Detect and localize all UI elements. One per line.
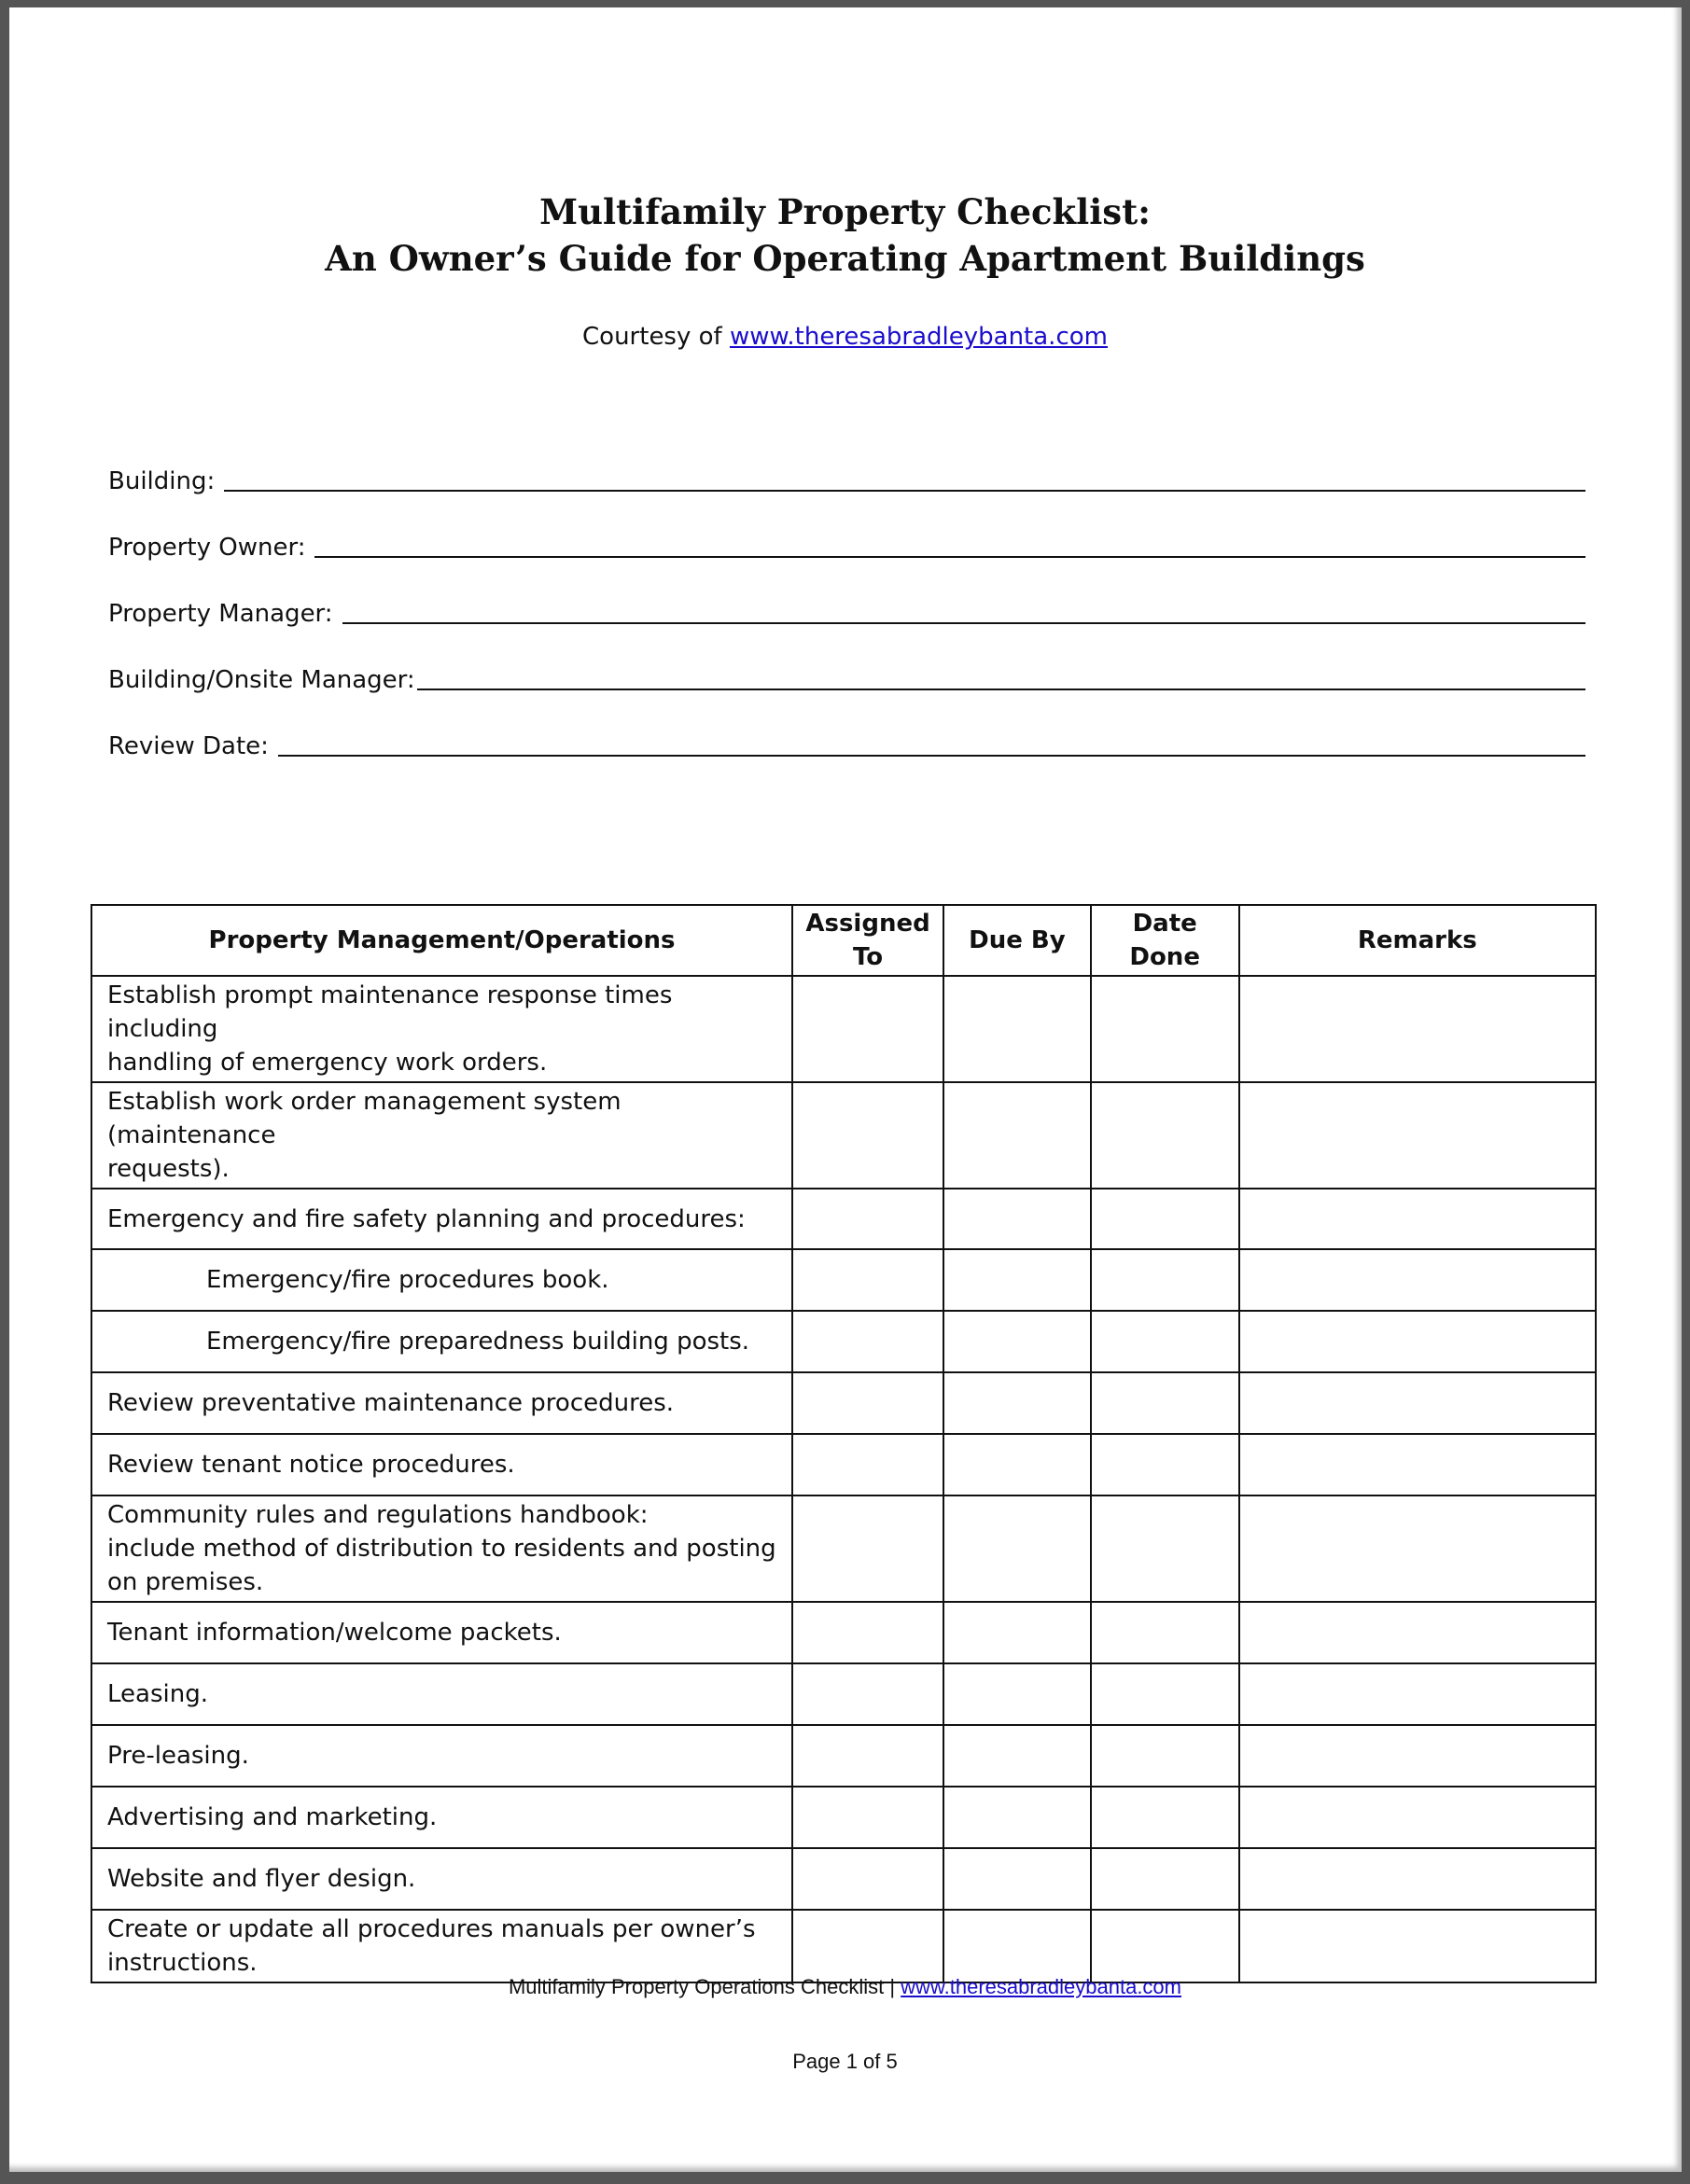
task-cell <box>91 1910 792 1982</box>
assigned-to-cell[interactable] <box>792 1787 943 1848</box>
task-cell <box>91 1602 792 1663</box>
table-row <box>91 1495 1596 1602</box>
due-by-cell[interactable] <box>943 1787 1091 1848</box>
task-cell <box>91 1189 792 1249</box>
remarks-cell[interactable] <box>1239 1311 1596 1372</box>
task-cell <box>91 1372 792 1434</box>
date-done-cell[interactable] <box>1091 1725 1239 1787</box>
remarks-cell[interactable] <box>1239 1434 1596 1495</box>
review-date-label: Review Date: <box>108 732 269 760</box>
remarks-cell[interactable] <box>1239 1787 1596 1848</box>
task-line-2: handling of emergency work orders. <box>107 1049 548 1077</box>
task-line-1: Establish work order management system (maintenance <box>107 1088 622 1149</box>
header-task-label: Property Management/Operations <box>208 926 676 954</box>
task-line-1: Create or update all procedures manuals per owner’s <box>107 1915 756 1943</box>
task-cell <box>91 1848 792 1910</box>
due-by-cell[interactable] <box>943 1495 1091 1602</box>
date-done-cell[interactable] <box>1091 1249 1239 1311</box>
task-line-2: include method of distribution to residents and posting <box>107 1535 776 1563</box>
assigned-to-cell[interactable] <box>792 1848 943 1910</box>
property-manager-field[interactable] <box>108 591 1585 628</box>
task-line-1: Leasing. <box>107 1680 208 1708</box>
assigned-to-cell[interactable] <box>792 1372 943 1434</box>
remarks-cell[interactable] <box>1239 1663 1596 1725</box>
table-row <box>91 1082 1596 1189</box>
task-cell <box>91 976 792 1082</box>
table-row <box>91 1311 1596 1372</box>
table-row <box>91 1725 1596 1787</box>
date-done-cell[interactable] <box>1091 1910 1239 1982</box>
due-by-cell[interactable] <box>943 1082 1091 1189</box>
date-done-cell[interactable] <box>1091 1082 1239 1189</box>
due-by-cell[interactable] <box>943 1372 1091 1434</box>
building-label: Building: <box>108 467 216 495</box>
header-date-done <box>1091 905 1239 976</box>
courtesy-prefix: Courtesy of <box>582 323 730 351</box>
table-row <box>91 1910 1596 1982</box>
task-cell <box>91 1787 792 1848</box>
task-cell <box>91 1311 792 1372</box>
task-line-1: Community rules and regulations handbook: <box>107 1501 649 1529</box>
assigned-to-cell[interactable] <box>792 1249 943 1311</box>
due-by-cell[interactable] <box>943 1910 1091 1982</box>
due-by-cell[interactable] <box>943 1848 1091 1910</box>
assigned-to-cell[interactable] <box>792 1082 943 1189</box>
header-assigned-line-2: To <box>852 943 884 971</box>
task-line-1: Pre-leasing. <box>107 1742 249 1770</box>
remarks-cell[interactable] <box>1239 1372 1596 1434</box>
task-cell <box>91 1725 792 1787</box>
remarks-cell[interactable] <box>1239 1189 1596 1249</box>
assigned-to-cell[interactable] <box>792 976 943 1082</box>
date-done-cell[interactable] <box>1091 1663 1239 1725</box>
task-cell <box>91 1434 792 1495</box>
header-due-by <box>943 905 1091 976</box>
remarks-cell[interactable] <box>1239 976 1596 1082</box>
task-line-1: Emergency/fire procedures book. <box>206 1266 609 1294</box>
footer-text: Multifamily Property Operations Checklist | <box>508 1975 901 1998</box>
property-owner-blank-line[interactable] <box>314 532 1585 558</box>
date-done-cell[interactable] <box>1091 1372 1239 1434</box>
task-line-1: Advertising and marketing. <box>107 1803 438 1831</box>
page-number: Page 1 of 5 <box>792 2050 898 2073</box>
task-cell <box>91 1495 792 1602</box>
task-line-1: Tenant information/welcome packets. <box>107 1619 562 1647</box>
table-row <box>91 1602 1596 1663</box>
date-done-cell[interactable] <box>1091 1434 1239 1495</box>
remarks-cell[interactable] <box>1239 1910 1596 1982</box>
date-done-cell[interactable] <box>1091 1311 1239 1372</box>
due-by-cell[interactable] <box>943 1725 1091 1787</box>
remarks-cell[interactable] <box>1239 1602 1596 1663</box>
remarks-cell[interactable] <box>1239 1082 1596 1189</box>
page-footer <box>0 1975 1690 1999</box>
task-line-1: Review preventative maintenance procedures. <box>107 1389 675 1417</box>
task-cell <box>91 1249 792 1311</box>
building-field[interactable] <box>108 458 1585 495</box>
property-manager-label: Property Manager: <box>108 600 333 628</box>
date-done-cell[interactable] <box>1091 976 1239 1082</box>
date-done-cell[interactable] <box>1091 1189 1239 1249</box>
due-by-cell[interactable] <box>943 1663 1091 1725</box>
due-by-cell[interactable] <box>943 1311 1091 1372</box>
review-date-field[interactable] <box>108 723 1585 760</box>
date-done-cell[interactable] <box>1091 1848 1239 1910</box>
remarks-cell[interactable] <box>1239 1725 1596 1787</box>
courtesy-line <box>0 320 1690 354</box>
assigned-to-cell[interactable] <box>792 1663 943 1725</box>
document-title-line-1: Multifamily Property Checklist: <box>539 191 1151 232</box>
due-by-cell[interactable] <box>943 976 1091 1082</box>
task-line-3: on premises. <box>107 1568 264 1596</box>
assigned-to-cell[interactable] <box>792 1910 943 1982</box>
task-line-1: Establish prompt maintenance response times including <box>107 981 673 1043</box>
due-by-cell[interactable] <box>943 1602 1091 1663</box>
assigned-to-cell[interactable] <box>792 1189 943 1249</box>
date-done-cell[interactable] <box>1091 1602 1239 1663</box>
property-owner-label: Property Owner: <box>108 534 306 562</box>
document-title-line-2: An Owner’s Guide for Operating Apartment Buildings <box>325 238 1365 279</box>
remarks-cell[interactable] <box>1239 1249 1596 1311</box>
date-done-cell[interactable] <box>1091 1495 1239 1602</box>
due-by-cell[interactable] <box>943 1249 1091 1311</box>
task-line-1: Emergency/fire preparedness building posts. <box>206 1328 750 1356</box>
header-assigned-line-1: Assigned <box>805 910 930 938</box>
remarks-cell[interactable] <box>1239 1848 1596 1910</box>
header-done-line-1: Date <box>1132 910 1197 938</box>
remarks-cell[interactable] <box>1239 1495 1596 1602</box>
header-remarks <box>1239 905 1596 976</box>
table-row <box>91 1434 1596 1495</box>
building-blank-line[interactable] <box>224 466 1585 492</box>
table-row <box>91 1249 1596 1311</box>
header-done-line-2: Done <box>1129 943 1200 971</box>
property-owner-field[interactable] <box>108 524 1585 562</box>
table-header-row <box>91 905 1596 976</box>
review-date-blank-line[interactable] <box>278 730 1585 757</box>
assigned-to-cell[interactable] <box>792 1725 943 1787</box>
task-line-1: Emergency and fire safety planning and procedures: <box>107 1204 746 1233</box>
header-remarks-label: Remarks <box>1357 926 1477 954</box>
due-by-cell[interactable] <box>943 1434 1091 1495</box>
table-row <box>91 1372 1596 1434</box>
task-line-2: instructions. <box>107 1949 258 1977</box>
table-row <box>91 1787 1596 1848</box>
assigned-to-cell[interactable] <box>792 1602 943 1663</box>
courtesy-link[interactable]: www.theresabradleybanta.com <box>729 323 1108 351</box>
task-line-1: Website and flyer design. <box>107 1865 416 1893</box>
task-cell <box>91 1663 792 1725</box>
table-row <box>91 1189 1596 1249</box>
onsite-manager-label: Building/Onsite Manager: <box>108 666 415 694</box>
date-done-cell[interactable] <box>1091 1787 1239 1848</box>
assigned-to-cell[interactable] <box>792 1434 943 1495</box>
assigned-to-cell[interactable] <box>792 1311 943 1372</box>
header-due-label: Due By <box>969 926 1066 954</box>
table-row <box>91 976 1596 1082</box>
onsite-manager-field[interactable] <box>108 657 1585 694</box>
task-line-1: Review tenant notice procedures. <box>107 1451 515 1479</box>
assigned-to-cell[interactable] <box>792 1495 943 1602</box>
table-row <box>91 1663 1596 1725</box>
operations-checklist-table <box>91 904 1597 1983</box>
header-task <box>91 905 792 976</box>
task-line-2: requests). <box>107 1155 230 1183</box>
header-assigned-to <box>792 905 943 976</box>
onsite-manager-blank-line[interactable] <box>417 664 1585 690</box>
footer-link[interactable]: www.theresabradleybanta.com <box>901 1975 1181 1998</box>
task-cell <box>91 1082 792 1189</box>
property-manager-blank-line[interactable] <box>342 598 1585 624</box>
due-by-cell[interactable] <box>943 1189 1091 1249</box>
table-row <box>91 1848 1596 1910</box>
